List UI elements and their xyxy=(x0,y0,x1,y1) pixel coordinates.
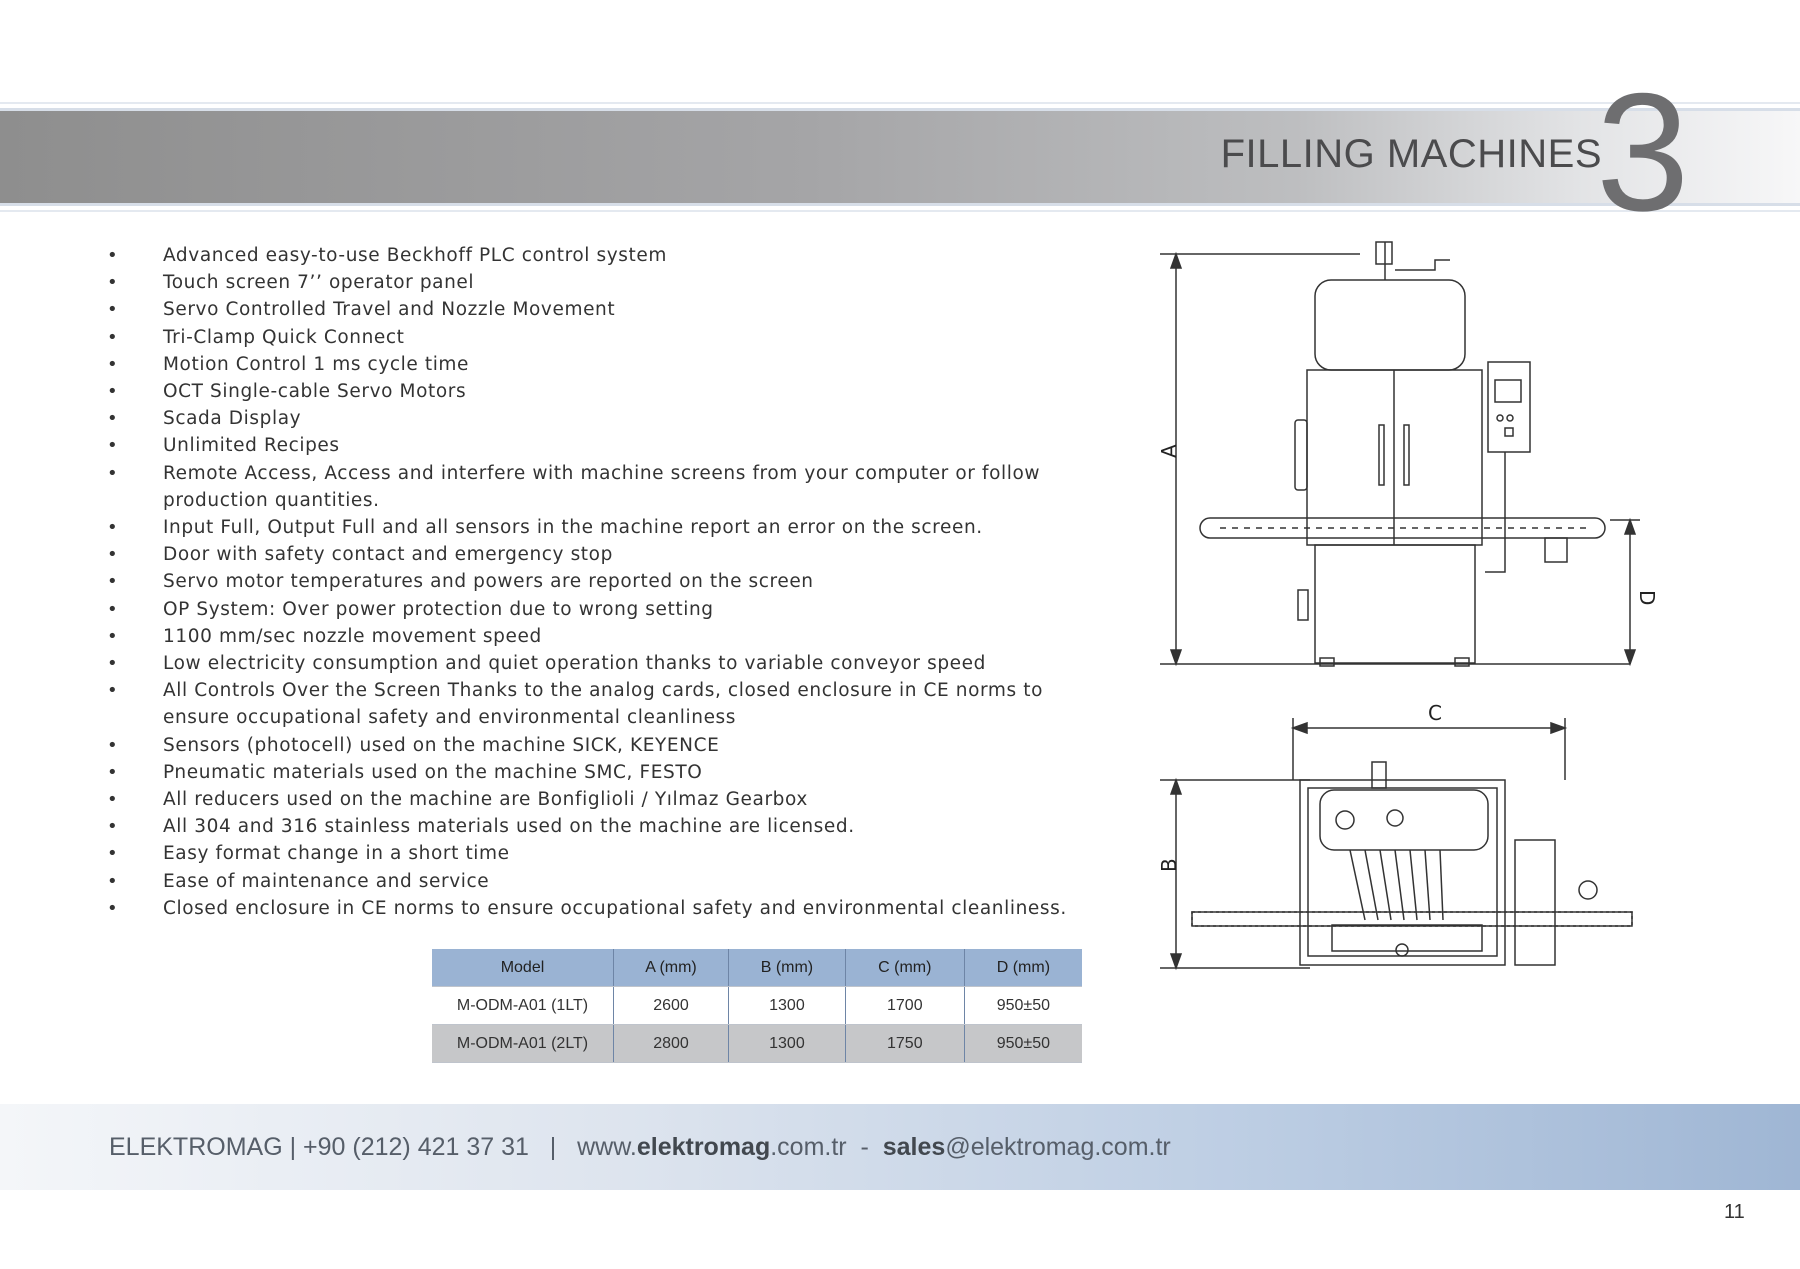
section-number: 3 xyxy=(1596,58,1690,246)
feature-item: • Tri-Clamp Quick Connect xyxy=(104,324,1094,351)
feature-item: • 1100 mm/sec nozzle movement speed xyxy=(104,623,1094,650)
feature-item: • All Controls Over the Screen Thanks to the analog cards, closed enclosure in CE norms to ensure occupational safety and environmental cleanliness xyxy=(104,677,1103,731)
feature-item: • Sensors (photocell) used on the machine SICK, KEYENCE xyxy=(104,732,1094,759)
table-cell: 950±50 xyxy=(964,987,1082,1025)
machine-top-view xyxy=(1150,700,1670,990)
feature-item: • Touch screen 7’’ operator panel xyxy=(104,269,1094,296)
dimension-label-c: C xyxy=(1428,701,1442,725)
dimension-label-b: B xyxy=(1157,858,1181,872)
column-header: C (mm) xyxy=(845,949,964,987)
feature-item: • Closed enclosure in CE norms to ensure occupational safety and environmental cleanliness. xyxy=(104,895,1094,922)
table-row xyxy=(432,1025,1082,1063)
header-rule-top xyxy=(0,102,1800,104)
column-header: Model xyxy=(432,949,614,987)
feature-item: • All reducers used on the machine are Bonfiglioli / Yılmaz Gearbox xyxy=(104,786,1094,813)
feature-item: • Motion Control 1 ms cycle time xyxy=(104,351,1094,378)
feature-list xyxy=(104,242,1094,922)
column-header: A (mm) xyxy=(614,949,729,987)
table-cell: M-ODM-A01 (1LT) xyxy=(432,987,614,1025)
feature-item: • Input Full, Output Full and all sensors in the machine report an error on the screen. xyxy=(104,514,1094,541)
dimension-label-a: A xyxy=(1157,444,1181,458)
table-cell: 1750 xyxy=(845,1025,964,1063)
dimension-label-d: D xyxy=(1635,590,1659,606)
table-cell: 950±50 xyxy=(964,1025,1082,1063)
feature-item: • Unlimited Recipes xyxy=(104,432,1094,459)
feature-item: • Low electricity consumption and quiet operation thanks to variable conveyor speed xyxy=(104,650,1094,677)
feature-item: • All 304 and 316 stainless materials used on the machine are licensed. xyxy=(104,813,1094,840)
header-rule-bottom xyxy=(0,210,1800,212)
column-header: B (mm) xyxy=(728,949,845,987)
footer-contact: ELEKTROMAG | +90 (212) 421 37 31 | www.elektromag.com.tr - sales@elektromag.com.tr xyxy=(109,1133,1171,1161)
phone-number: +90 (212) 421 37 31 xyxy=(303,1133,529,1161)
feature-item: • Ease of maintenance and service xyxy=(104,868,1094,895)
company-name: ELEKTROMAG xyxy=(109,1133,283,1161)
feature-item: • OP System: Over power protection due to wrong setting xyxy=(104,596,1094,623)
feature-item: • Pneumatic materials used on the machine SMC, FESTO xyxy=(104,759,1094,786)
feature-item: • Door with safety contact and emergency stop xyxy=(104,541,1094,568)
column-header: D (mm) xyxy=(964,949,1082,987)
table-cell: M-ODM-A01 (2LT) xyxy=(432,1025,614,1063)
table-cell: 2800 xyxy=(614,1025,729,1063)
machine-front-view xyxy=(1150,240,1670,680)
feature-item: • Remote Access, Access and interfere with machine screens from your computer or follow production quantities. xyxy=(104,460,1043,514)
email-link[interactable]: sales@elektromag.com.tr xyxy=(882,1133,1171,1161)
section-title: FILLING MACHINES xyxy=(1220,132,1602,176)
feature-item: • Advanced easy-to-use Beckhoff PLC control system xyxy=(104,242,1094,269)
table-row xyxy=(432,987,1082,1025)
feature-item: • Easy format change in a short time xyxy=(104,840,1094,867)
table-cell: 1700 xyxy=(845,987,964,1025)
website-link[interactable]: www.elektromag.com.tr xyxy=(577,1133,847,1161)
feature-item: • Servo Controlled Travel and Nozzle Movement xyxy=(104,296,1094,323)
feature-item: • OCT Single-cable Servo Motors xyxy=(104,378,1094,405)
page-number: 11 xyxy=(1724,1201,1745,1223)
feature-item: • Servo motor temperatures and powers are reported on the screen xyxy=(104,568,1094,595)
spec-table xyxy=(432,949,1082,1063)
table-cell: 1300 xyxy=(728,1025,845,1063)
table-cell: 1300 xyxy=(728,987,845,1025)
table-cell: 2600 xyxy=(614,987,729,1025)
feature-item: • Scada Display xyxy=(104,405,1094,432)
table-header-row xyxy=(432,949,1082,987)
